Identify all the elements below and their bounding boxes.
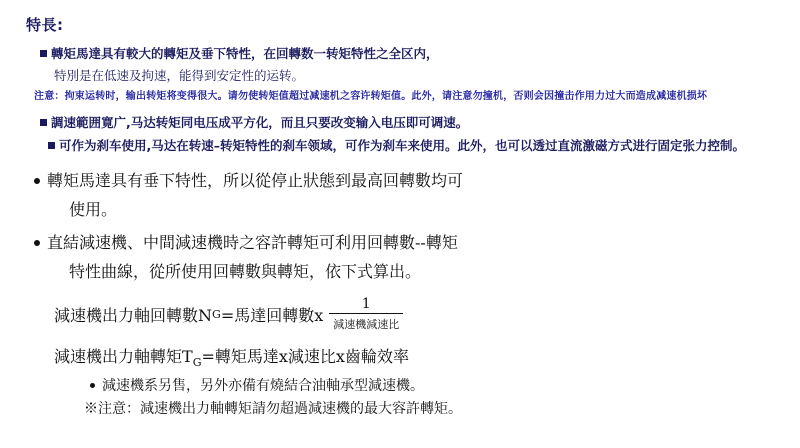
fraction-denominator: 減速機減速比 <box>333 318 400 332</box>
round-bullet-icon <box>34 178 40 184</box>
formula-1-subscript: G <box>212 307 221 321</box>
formula-1-tail: =馬達回轉數x <box>220 305 324 325</box>
lower-bullet-2-continuation: 特性曲線，從所使用回轉數與轉矩，依下式算出。 <box>69 261 422 281</box>
page-title: 特長: <box>26 16 64 34</box>
lower-bullet-2-text: 直結減速機、中間減速機時之容許轉矩可利用回轉數--轉矩 <box>47 232 458 252</box>
formula-2-subscript: G <box>192 356 202 370</box>
footnote-1 <box>90 376 788 397</box>
feature-bullet-2 <box>40 114 788 133</box>
formula-output-speed <box>54 296 788 332</box>
square-bullet-icon <box>40 50 47 57</box>
feature-bullet-3-text: 可作为刹车使用,马达在转速–转矩特性的刹车领域，可作为刹车来使用。此外，也可以透过直流激磁方式进行固定张力控制。 <box>59 137 746 153</box>
feature-bullet-1-text: 轉矩馬達具有較大的轉矩及垂下特性，在回轉数一转矩特性之全区内， <box>51 46 439 61</box>
footnote-2: ※注意：減速機出力軸轉矩請勿超過減速機的最大容許轉矩。 <box>84 400 462 417</box>
round-bullet-icon <box>34 240 40 246</box>
feature-bullet-1-continuation: 特別是在低速及拘速，能得到安定性的运转。 <box>54 67 305 83</box>
feature-bullet-3 <box>48 137 788 156</box>
square-bullet-icon <box>48 142 55 149</box>
caution-note: 注意：拘束运转时，输出转矩将变得很大。请勿使转矩值超过减速机之容许转矩值。此外，请注意勿撞机，否则会因撞击作用力过大而造成减速机损坏 <box>34 90 708 102</box>
formula-output-torque <box>54 344 788 369</box>
formula-2-tail: =轉矩馬達x減速比x齒輪效率 <box>201 347 409 367</box>
lower-bullet-1 <box>34 169 788 194</box>
formula-1-lead: 減速機出力軸回轉數N <box>54 305 213 325</box>
lower-bullet-1-continuation: 使用。 <box>69 200 118 220</box>
lower-bullet-1-text: 轉矩馬達具有垂下特性，所以從停止狀態到最高回轉數均可 <box>47 171 464 191</box>
fraction <box>329 296 403 332</box>
formula-2-lead: 減速機出力軸轉矩T <box>54 347 193 367</box>
square-bullet-icon <box>40 119 47 126</box>
fraction-numerator: 1 <box>361 296 371 313</box>
lower-section <box>12 169 788 419</box>
footnote-1-text: 減速機系另售，另外亦備有燒結合油軸承型減速機。 <box>102 377 424 394</box>
lower-bullet-2 <box>34 231 788 256</box>
feature-bullet-2-text: 調速範囲寛广,马达转矩同电压成平方化，而且只要改变输入电压即可调速。 <box>51 114 469 130</box>
round-bullet-icon <box>90 383 95 388</box>
feature-bullet-1 <box>40 45 788 64</box>
